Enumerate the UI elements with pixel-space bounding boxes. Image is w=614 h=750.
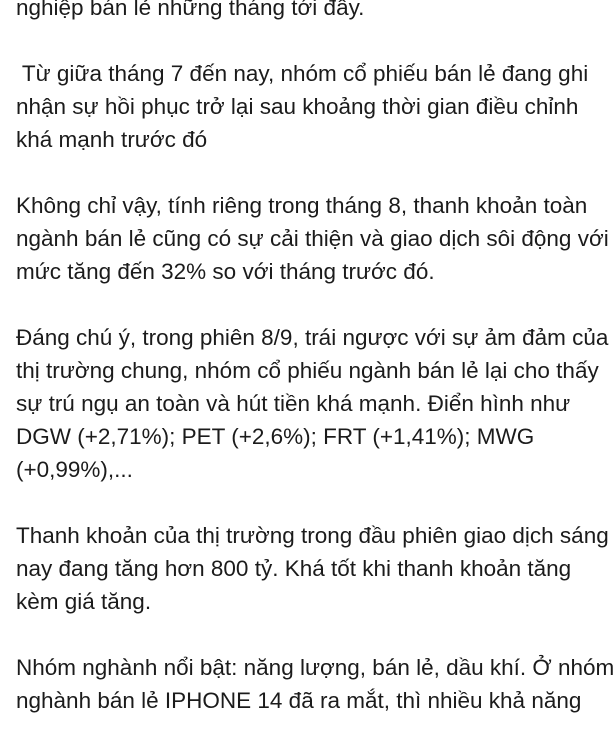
text-line: Đáng chú ý, trong phiên 8/9, trái ngược với sự ảm đảm của — [16, 325, 609, 350]
text-line: khá mạnh trước đó — [16, 127, 208, 152]
text-line: nghành bán lẻ IPHONE 14 đã ra mắt, thì nhiều khả năng — [16, 688, 582, 713]
post-body — [16, 0, 614, 750]
text-line: kèm giá tăng. — [16, 589, 152, 614]
paragraph-5 — [16, 519, 609, 618]
text-line: DGW (+2,71%); PET (+2,6%); FRT (+1,41%); MWG — [16, 424, 535, 449]
text-line: mức tăng đến 32% so với tháng trước đó. — [16, 259, 435, 284]
text-line: thị trường chung, nhóm cổ phiếu ngành bán lẻ lại cho thấy — [16, 358, 599, 383]
text-line: nay đang tăng hơn 800 tỷ. Khá tốt khi thanh khoản tăng — [16, 556, 572, 581]
text-line: (+0,99%),... — [16, 457, 133, 482]
text-line: Nhóm nghành nổi bật: năng lượng, bán lẻ, dầu khí. Ở nhóm — [16, 655, 614, 680]
text-line: nhận sự hồi phục trở lại sau khoảng thời gian điều chỉnh — [16, 94, 579, 119]
text-line: sự trú ngụ an toàn và hút tiền khá mạnh. Điển hình như — [16, 391, 571, 416]
paragraph-1 — [16, 0, 600, 24]
paragraph-2 — [16, 57, 600, 156]
paragraph-3 — [16, 189, 609, 288]
paragraph-4 — [16, 321, 609, 486]
text-line: Không chỉ vậy, tính riêng trong tháng 8, thanh khoản toàn — [16, 193, 588, 218]
text-line: nghiệp bán lẻ những tháng tới đây. — [16, 0, 365, 20]
text-line: ngành bán lẻ cũng có sự cải thiện và giao dịch sôi động với — [16, 226, 609, 251]
text-line: Thanh khoản của thị trường trong đầu phiên giao dịch sáng — [16, 523, 609, 548]
paragraph-6 — [16, 651, 614, 717]
text-line: Từ giữa tháng 7 đến nay, nhóm cổ phiếu bán lẻ đang ghi — [16, 61, 589, 86]
